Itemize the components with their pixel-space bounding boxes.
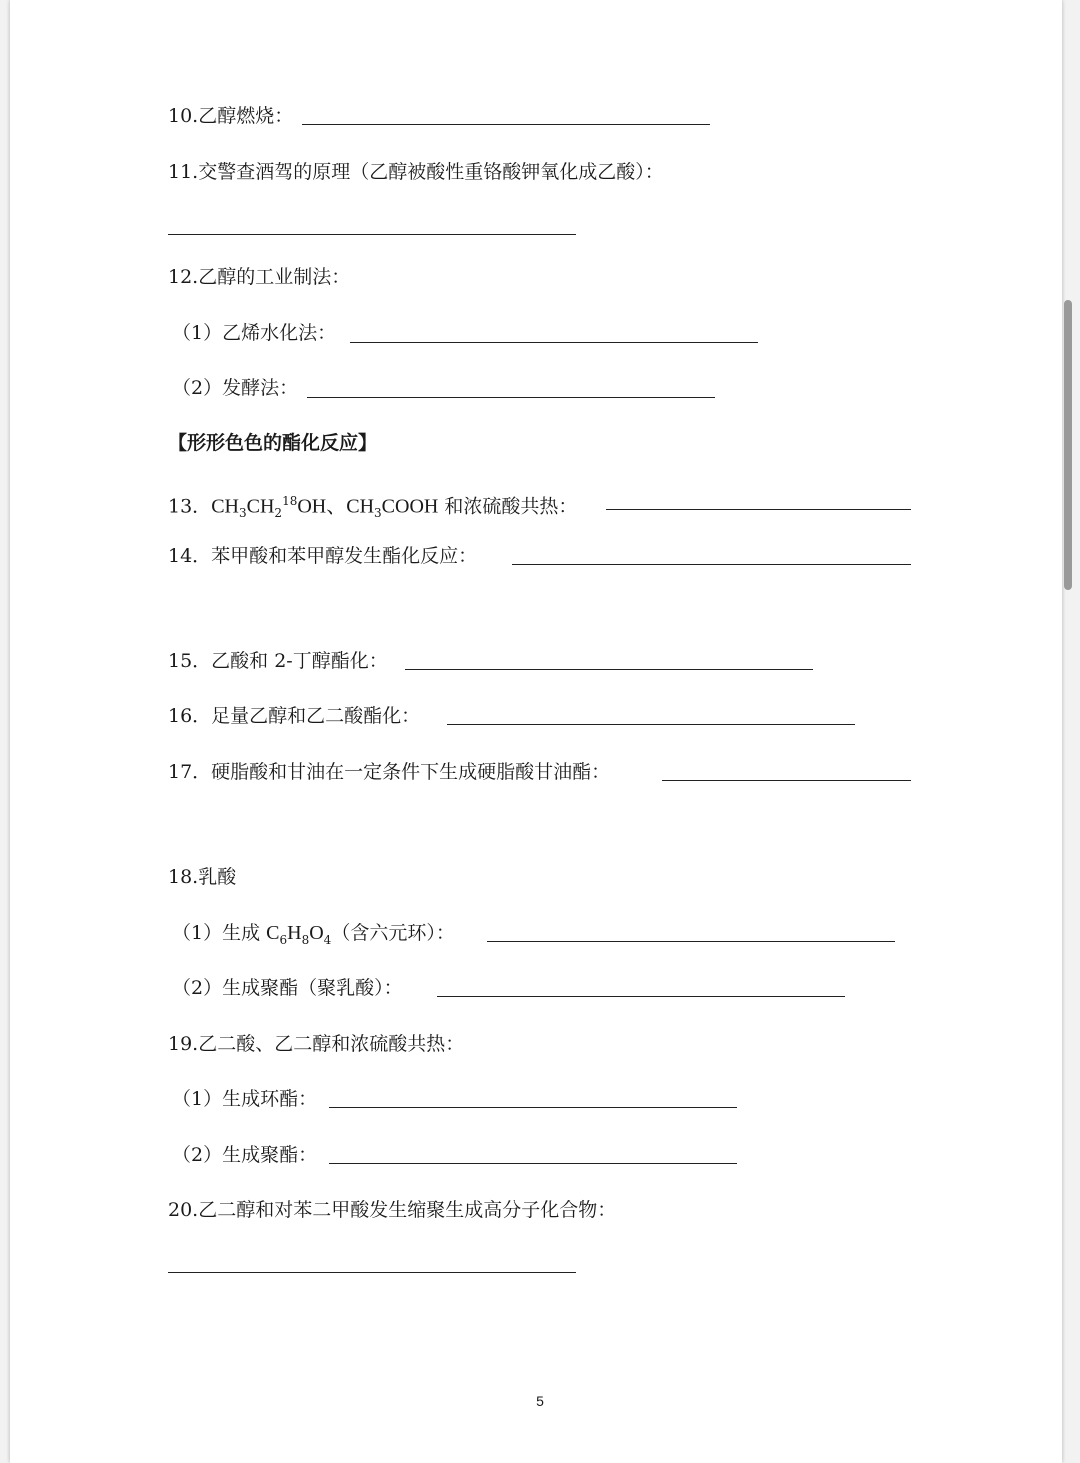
scrollbar-thumb[interactable]	[1064, 300, 1072, 590]
answer-blank-12-1[interactable]	[350, 342, 758, 343]
formula-part: CH	[246, 495, 275, 518]
question-18-2: （2）生成聚酯（聚乳酸）：	[172, 977, 403, 999]
page-number: 5	[536, 1393, 544, 1409]
answer-blank-18-2[interactable]	[437, 996, 845, 997]
question-11: 11.交警查酒驾的原理（乙醇被酸性重铬酸钾氧化成乙酸）：	[168, 161, 664, 183]
answer-blank-19-2[interactable]	[329, 1163, 737, 1164]
formula-part: COOH	[381, 495, 439, 518]
question-19: 19.乙二酸、乙二醇和浓硫酸共热：	[168, 1033, 465, 1055]
question-18-1-prefix: （1）生成	[172, 922, 267, 944]
question-13-number: 13．	[168, 495, 212, 518]
formula-part: OH、CH	[297, 495, 375, 518]
formula-part: O	[309, 922, 324, 944]
answer-blank-14[interactable]	[512, 564, 911, 565]
section-heading: 【形形色色的酯化反应】	[168, 432, 378, 454]
question-12-2: （2）发酵法：	[172, 377, 299, 399]
answer-blank-15[interactable]	[405, 669, 813, 670]
formula-part: CH	[211, 495, 239, 518]
subscript: 8	[301, 932, 310, 947]
subscript: 4	[323, 932, 332, 947]
answer-blank-20[interactable]	[168, 1272, 576, 1273]
question-13-tail: 和浓硫酸共热：	[438, 495, 578, 518]
answer-blank-19-1[interactable]	[329, 1107, 737, 1108]
document-page	[10, 0, 1062, 1463]
formula-part: C	[266, 922, 280, 944]
question-18: 18.乳酸	[168, 866, 237, 888]
question-10: 10.乙醇燃烧：	[168, 105, 294, 127]
answer-blank-10[interactable]	[302, 124, 710, 125]
question-19-2: （2）生成聚酯：	[172, 1144, 318, 1166]
question-13	[168, 488, 577, 526]
answer-blank-12-2[interactable]	[307, 397, 715, 398]
question-17: 17．硬脂酸和甘油在一定条件下生成硬脂酸甘油酯：	[168, 761, 611, 783]
answer-blank-11[interactable]	[168, 234, 576, 235]
answer-blank-18-1[interactable]	[487, 941, 895, 942]
question-12: 12.乙醇的工业制法：	[168, 266, 351, 288]
subscript: 6	[279, 932, 288, 947]
question-18-1-suffix: （含六元环）：	[331, 922, 455, 944]
question-14: 14．苯甲酸和苯甲醇发生酯化反应：	[168, 545, 478, 567]
subscript: 2	[274, 506, 283, 521]
question-18-1	[172, 920, 455, 953]
formula-part: H	[287, 922, 302, 944]
subscript: 3	[374, 506, 382, 521]
question-20: 20.乙二醇和对苯二甲酸发生缩聚生成高分子化合物：	[168, 1199, 617, 1221]
question-19-1: （1）生成环酯：	[172, 1088, 318, 1110]
question-16: 16．足量乙醇和乙二酸酯化：	[168, 705, 421, 727]
answer-blank-17[interactable]	[662, 780, 911, 781]
question-15: 15．乙酸和 2-丁醇酯化：	[168, 650, 388, 672]
subscript: 3	[238, 506, 247, 521]
answer-blank-13[interactable]	[606, 509, 911, 510]
superscript: 18	[282, 494, 298, 508]
answer-blank-16[interactable]	[447, 724, 855, 725]
question-12-1: （1）乙烯水化法：	[172, 322, 337, 344]
